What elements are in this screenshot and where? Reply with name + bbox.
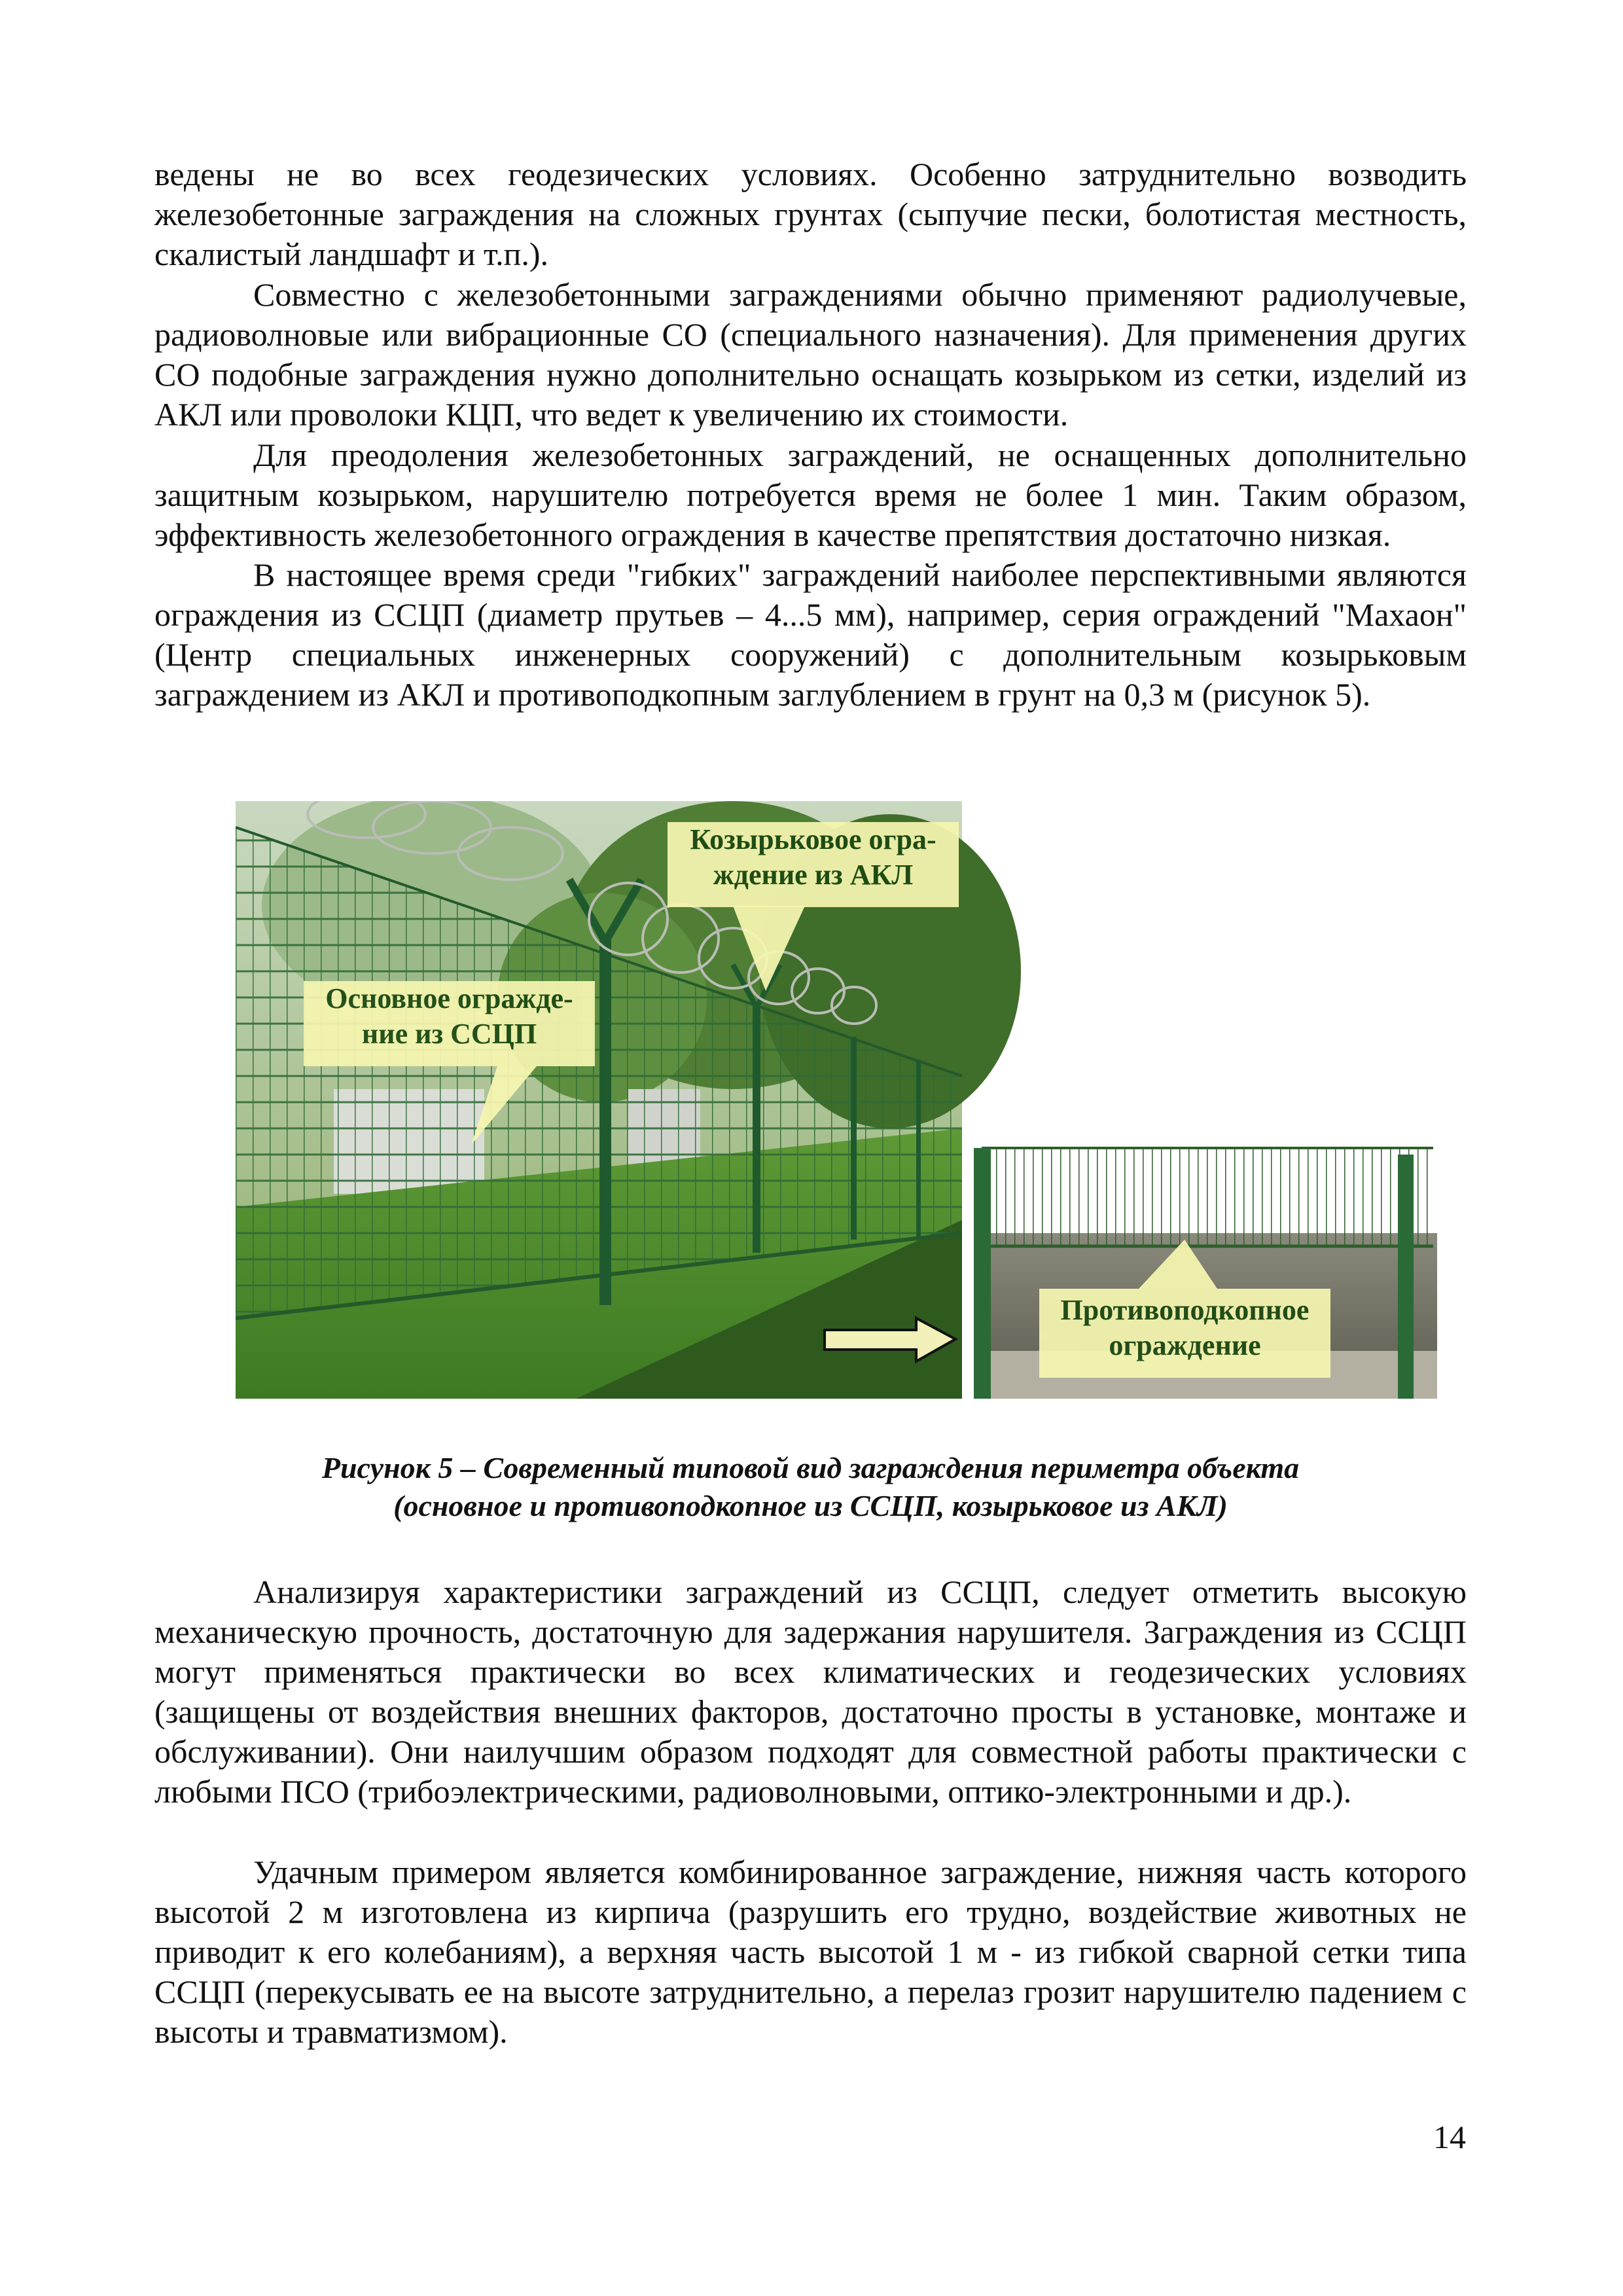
paragraph-4: В настоящее время среди "гибких" заграждений наиболее перспективными являются ограждения из ССЦП (диаметр прутьев – 4...5 мм), например, серия ограждений "Махаон" (Центр специальных инженерных сооружений) с дополнительным козырьковым заграждением из АКЛ и противоподкопным заглублением в грунт на 0,3 м (рисунок 5). [154, 556, 1467, 713]
paragraph-3: Для преодоления железобетонных заграждений, не оснащенных дополнительно защитным козырьком, нарушителю потребуется время не более 1 мин. Таким образом, эффективность железобетонного ограждения в качестве препятствия достаточно низкая. [154, 437, 1467, 553]
paragraph-5: Анализируя характеристики заграждений из ССЦП, следует отметить высокую механическую прочность, достаточную для задержания нарушителя. Заграждения из ССЦП могут применяться практически во всех климатических и геодезических условиях (защищены от воздействия внешних факторов, достаточно просты в установке, монтаже и обслуживании). Они наилучшим образом подходят для совместной работы практически с любыми ПСО (трибоэлектрическими, радиоволновыми, оптико-электронными и др.). [154, 1573, 1467, 1810]
paragraph-1: ведены не во всех геодезических условиях. Особенно затруднительно возводить железобетонные заграждения на сложных грунтах (сыпучие пески, болотистая местность, скалистый ландшафт и т.п.). [154, 156, 1467, 272]
page-number: 14 [1433, 2119, 1466, 2155]
caption-line-1: Рисунок 5 – Современный типовой вид заграждения периметра объекта [321, 1451, 1300, 1484]
paragraph-6: Удачным примером является комбинированное заграждение, нижняя часть которого высотой 2 м изготовлена из кирпича (разрушить его трудно, воздействие животных не приводит к его колебаниям), а верхняя часть высотой 1 м - из гибкой сварной сетки типа ССЦП (перекусывать ее на высоте затруднительно, а перелаз грозит нарушителю падением с высоты и травматизмом). [154, 1854, 1467, 2050]
fence-figure [236, 801, 1437, 1399]
caption-line-2: (основное и противоподкопное из ССЦП, козырьковое из АКЛ) [393, 1489, 1228, 1522]
paragraph-2: Совместно с железобетонными заграждениями обычно применяют радиолучевые, радиоволновые или вибрационные СО (специального назначения). Для применения других СО подобные заграждения нужно дополнительно оснащать козырьком из сетки, изделий из АКЛ или проволоки КЦП, что ведет к увеличению их стоимости. [154, 276, 1467, 433]
figure-caption [154, 1449, 1467, 1525]
callout-bottom: Противоподкопное ограждение [1039, 1289, 1330, 1378]
callout-top: Козырьковое огра- ждение из АКЛ [668, 822, 959, 907]
callout-left: Основное огражде- ние из ССЦП [304, 981, 595, 1066]
